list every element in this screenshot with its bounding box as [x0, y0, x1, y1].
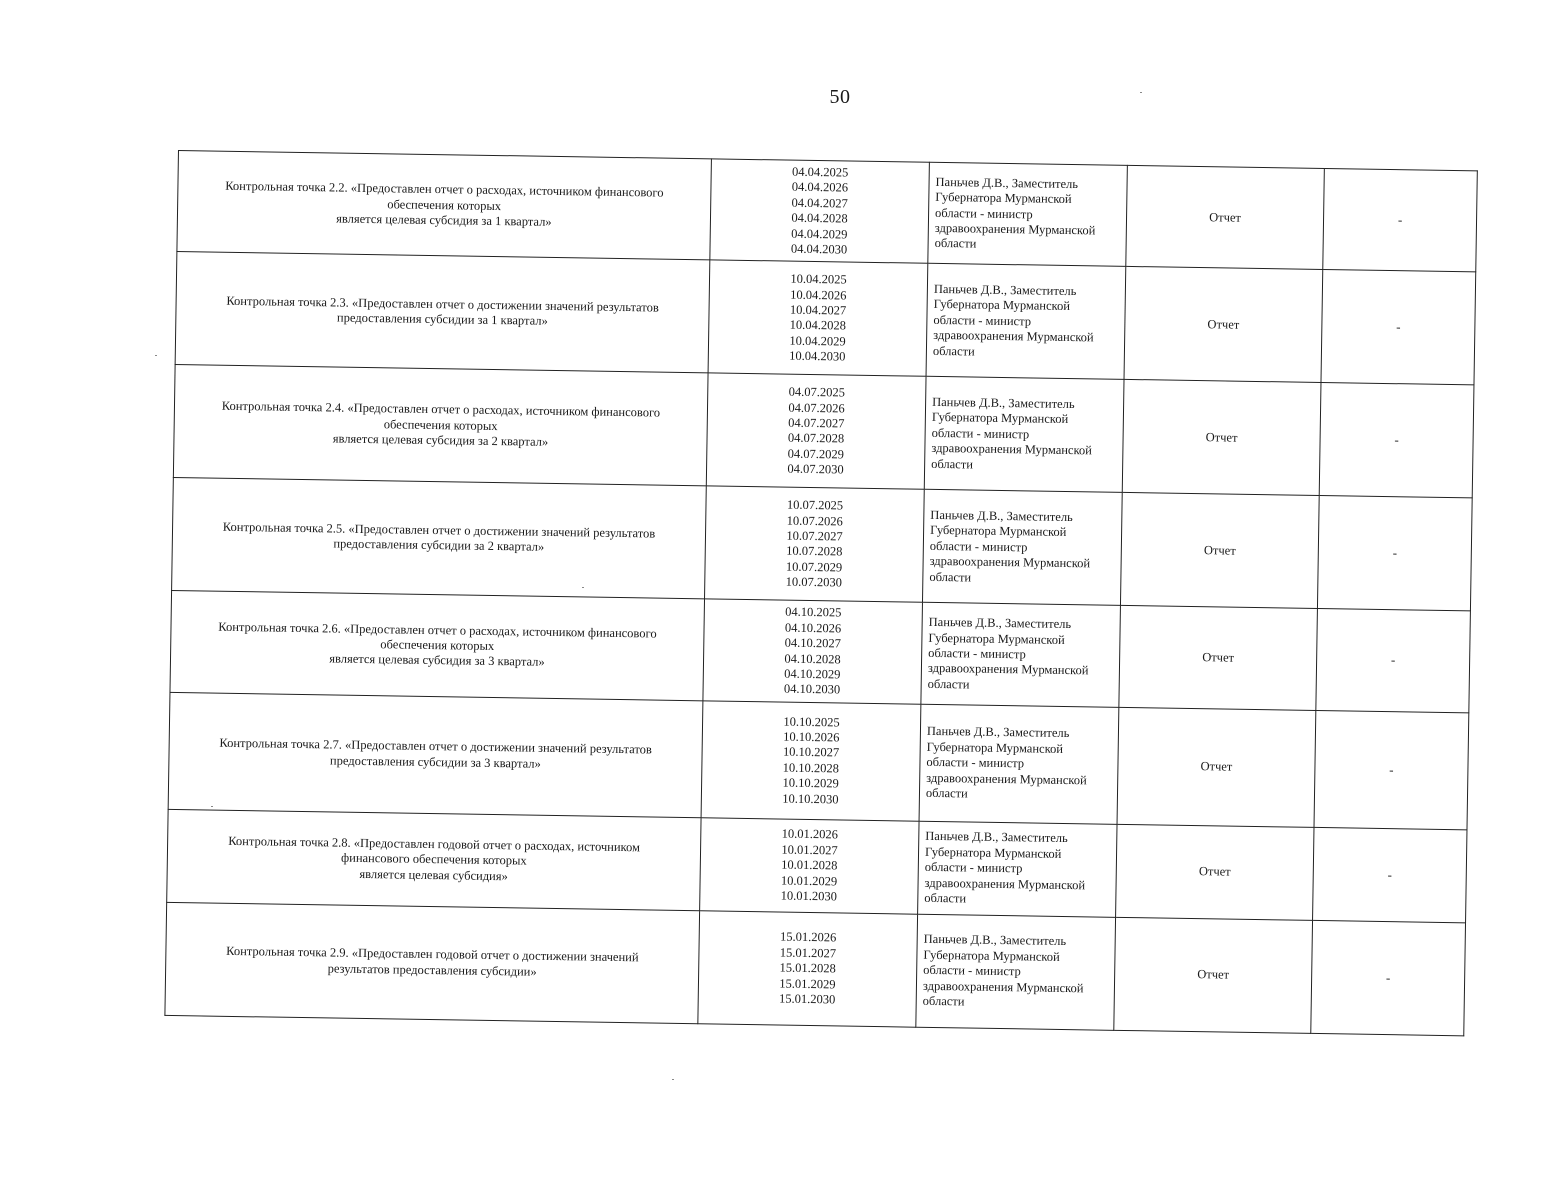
deadline-date: 15.01.2026 — [779, 929, 837, 945]
responsible-person-cell — [918, 821, 1117, 917]
table-body — [165, 151, 1477, 1036]
deadline-date: 10.04.2028 — [789, 318, 847, 333]
table-row — [173, 365, 1474, 498]
extra-cell — [1314, 710, 1469, 829]
deadline-dates-cell — [698, 911, 918, 1027]
deadline-date: 15.01.2029 — [779, 976, 836, 992]
deadline-date: 04.07.2029 — [787, 446, 845, 462]
deadline-date: 10.04.2030 — [789, 348, 846, 364]
deadline-dates-cell — [703, 599, 923, 704]
control-point-name-cell — [172, 478, 707, 599]
deadline-date: 10.07.2025 — [786, 497, 844, 513]
responsible-person-text: Паньчев Д.В., Заместитель Губернатора Мурманской области - министр здравоохранения Мурманской области — [932, 281, 1094, 359]
extra-cell — [1313, 827, 1467, 922]
deadline-date: 04.04.2029 — [791, 226, 848, 242]
document-type-cell: Отчет — [1117, 707, 1316, 827]
deadline-date: 04.07.2026 — [788, 400, 845, 416]
control-point-name-line: Контрольная точка 2.4. «Предоставлен отчет о расходах, источником финансового — [221, 399, 661, 420]
scan-speck — [582, 587, 584, 588]
deadline-date: 10.01.2029 — [780, 873, 838, 889]
control-point-name-line: является целевая субсидия за 1 квартал» — [336, 211, 552, 229]
extra-cell — [1321, 270, 1476, 385]
control-point-name-line: Контрольная точка 2.7. «Предоставлен отчет о достижении значений результатов — [219, 736, 652, 757]
deadline-dates-cell — [701, 701, 921, 821]
control-point-name-line: является целевая субсидия» — [359, 866, 508, 883]
deadline-dates-cell — [706, 373, 926, 489]
control-point-name-cell — [177, 151, 712, 261]
deadline-date: 10.01.2027 — [781, 842, 838, 858]
deadline-date: 10.10.2030 — [782, 791, 839, 807]
deadline-date: 10.04.2029 — [789, 333, 846, 349]
document-type-cell: Отчет — [1122, 380, 1321, 496]
deadline-date: 04.07.2025 — [788, 384, 846, 400]
document-type-cell: Отчет — [1126, 165, 1325, 270]
document-type-cell: Отчет — [1116, 824, 1314, 920]
control-point-name-cell — [170, 591, 705, 701]
control-point-name-line: обеспечения которых — [383, 417, 498, 433]
deadline-date: 10.01.2028 — [781, 857, 838, 873]
control-point-name-line: Контрольная точка 2.8. «Предоставлен годовой отчет о расходах, источником — [228, 833, 641, 855]
extra-cell — [1316, 609, 1471, 713]
deadline-date: 04.04.2027 — [791, 195, 848, 211]
document-type-cell: Отчет — [1119, 606, 1318, 711]
control-point-name-line: предоставления субсидии за 1 квартал» — [336, 310, 548, 329]
scan-speck — [672, 1079, 674, 1080]
responsible-person-cell — [916, 914, 1116, 1030]
control-point-name-line: предоставления субсидии за 3 квартал» — [329, 753, 541, 771]
deadline-date: 04.07.2030 — [787, 461, 844, 477]
deadline-date: 10.04.2027 — [789, 302, 847, 318]
control-point-name-cell — [168, 692, 703, 817]
responsible-person-text: Паньчев Д.В., Заместитель Губернатора Мурманской области - министр здравоохранения Мурманской области — [922, 932, 1084, 1009]
extra-cell — [1323, 169, 1478, 273]
deadline-date: 10.04.2026 — [790, 287, 847, 303]
responsible-person-text: Паньчев Д.В., Заместитель Губернатора Мурманской области - министр здравоохранения Мурманской области — [925, 724, 1087, 801]
document-type-cell: Отчет — [1114, 917, 1313, 1033]
extra-cell — [1319, 383, 1474, 498]
deadline-date: 10.10.2029 — [782, 775, 839, 791]
control-point-name-line: обеспечения которых — [380, 637, 495, 653]
control-point-name-line: результатов предоставления субсидии» — [327, 961, 537, 979]
responsible-person-cell — [922, 490, 1122, 606]
deadline-date: 10.10.2026 — [783, 729, 840, 745]
control-points-table-wrapper — [164, 150, 1477, 1036]
deadline-date: 04.10.2029 — [784, 666, 841, 682]
responsible-person-cell — [928, 162, 1128, 267]
document-type-cell: Отчет — [1120, 493, 1319, 609]
deadline-date: 10.07.2029 — [785, 559, 843, 575]
control-point-name-cell — [175, 252, 710, 373]
table-row — [175, 252, 1476, 385]
deadline-date: 04.04.2026 — [791, 180, 849, 195]
scan-speck — [155, 355, 157, 356]
deadline-dates-cell — [705, 486, 925, 602]
deadline-date: 10.10.2027 — [782, 745, 840, 760]
deadline-date: 10.07.2026 — [786, 513, 843, 529]
extra-cell — [1311, 920, 1466, 1035]
scan-speck — [1140, 92, 1142, 93]
responsible-person-text: Паньчев Д.В., Заместитель Губернатора Мурманской области - министр здравоохранения Мурманской области — [931, 394, 1093, 472]
empty-dash: - — [1392, 545, 1398, 561]
responsible-person-text: Паньчев Д.В., Заместитель Губернатора Мурманской области - министр здравоохранения Мурманской области — [927, 614, 1089, 692]
responsible-person-cell — [919, 704, 1119, 824]
empty-dash: - — [1397, 212, 1403, 228]
control-point-name-line: является целевая субсидия за 3 квартал» — [329, 651, 545, 670]
control-point-name-line: Контрольная точка 2.3. «Предоставлен отчет о достижении значений результатов — [226, 293, 659, 315]
deadline-date: 04.10.2030 — [783, 682, 841, 697]
deadline-dates-cell — [700, 818, 919, 914]
control-point-name-line: обеспечения которых — [387, 196, 502, 213]
deadline-date: 15.01.2028 — [779, 960, 836, 976]
table-row — [168, 692, 1469, 829]
responsible-person-text: Паньчев Д.В., Заместитель Губернатора Мурманской области - министр здравоохранения Мурманской области — [929, 507, 1091, 585]
control-point-name-line: Контрольная точка 2.2. «Предоставлен отчет о расходах, источником финансового — [225, 178, 664, 200]
empty-dash: - — [1394, 432, 1399, 448]
scan-speck — [211, 806, 213, 807]
deadline-date: 04.07.2027 — [788, 415, 845, 431]
deadline-date: 10.07.2027 — [786, 528, 843, 544]
empty-dash: - — [1396, 319, 1401, 335]
deadline-date: 10.07.2028 — [786, 544, 843, 559]
table-row — [172, 478, 1473, 611]
deadline-date: 04.07.2028 — [787, 431, 845, 446]
deadline-date: 04.10.2025 — [785, 605, 842, 620]
control-point-name-line: является целевая субсидия за 2 квартал» — [332, 431, 549, 449]
deadline-date: 04.04.2030 — [790, 241, 848, 257]
control-point-name-line: предоставления субсидии за 2 квартал» — [333, 536, 545, 555]
responsible-person-text: Паньчев Д.В., Заместитель Губернатора Мурманской области - министр здравоохранения Мурманской области — [934, 174, 1096, 251]
deadline-date: 04.04.2028 — [791, 210, 848, 226]
control-point-name-line: Контрольная точка 2.5. «Предоставлен отчет о достижении значений результатов — [222, 519, 656, 541]
deadline-dates-cell — [710, 159, 930, 264]
deadline-date: 10.10.2025 — [783, 714, 840, 730]
deadline-date: 04.10.2028 — [784, 651, 841, 667]
empty-dash: - — [1390, 652, 1396, 668]
table-row — [165, 902, 1466, 1035]
empty-dash: - — [1387, 866, 1393, 882]
control-points-table — [164, 150, 1477, 1036]
responsible-person-text: Паньчев Д.В., Заместитель Губернатора Мурманской области - министр здравоохранения Мурманской области — [924, 829, 1086, 906]
page-number: 50 — [829, 86, 851, 108]
control-point-name-line: Контрольная точка 2.6. «Предоставлен отчет о расходах, источником финансового — [218, 619, 657, 641]
deadline-dates-cell — [708, 260, 928, 376]
deadline-date: 10.10.2028 — [782, 760, 840, 776]
empty-dash: - — [1385, 969, 1391, 985]
extra-cell — [1317, 496, 1472, 611]
deadline-date: 10.01.2030 — [780, 888, 838, 904]
empty-dash: - — [1389, 761, 1394, 777]
responsible-person-cell — [926, 264, 1126, 380]
control-point-name-line: финансового обеспечения которых — [340, 850, 527, 868]
responsible-person-cell — [924, 377, 1124, 493]
deadline-date: 15.01.2027 — [779, 945, 837, 961]
document-type-cell: Отчет — [1124, 267, 1323, 383]
responsible-person-cell — [921, 603, 1121, 708]
deadline-date: 15.01.2030 — [779, 991, 836, 1007]
control-point-name-line: Контрольная точка 2.9. «Предоставлен годовой отчет о достижении значений — [226, 944, 639, 965]
control-point-name-cell — [165, 902, 700, 1023]
deadline-date: 04.10.2026 — [784, 620, 842, 636]
deadline-date: 10.07.2030 — [785, 574, 843, 590]
deadline-date: 10.04.2025 — [790, 271, 847, 287]
deadline-date: 04.10.2027 — [784, 635, 842, 651]
control-point-name-cell — [167, 809, 701, 910]
control-point-name-cell — [173, 365, 708, 486]
deadline-date: 10.01.2026 — [781, 826, 839, 842]
deadline-date: 04.04.2025 — [792, 164, 849, 180]
